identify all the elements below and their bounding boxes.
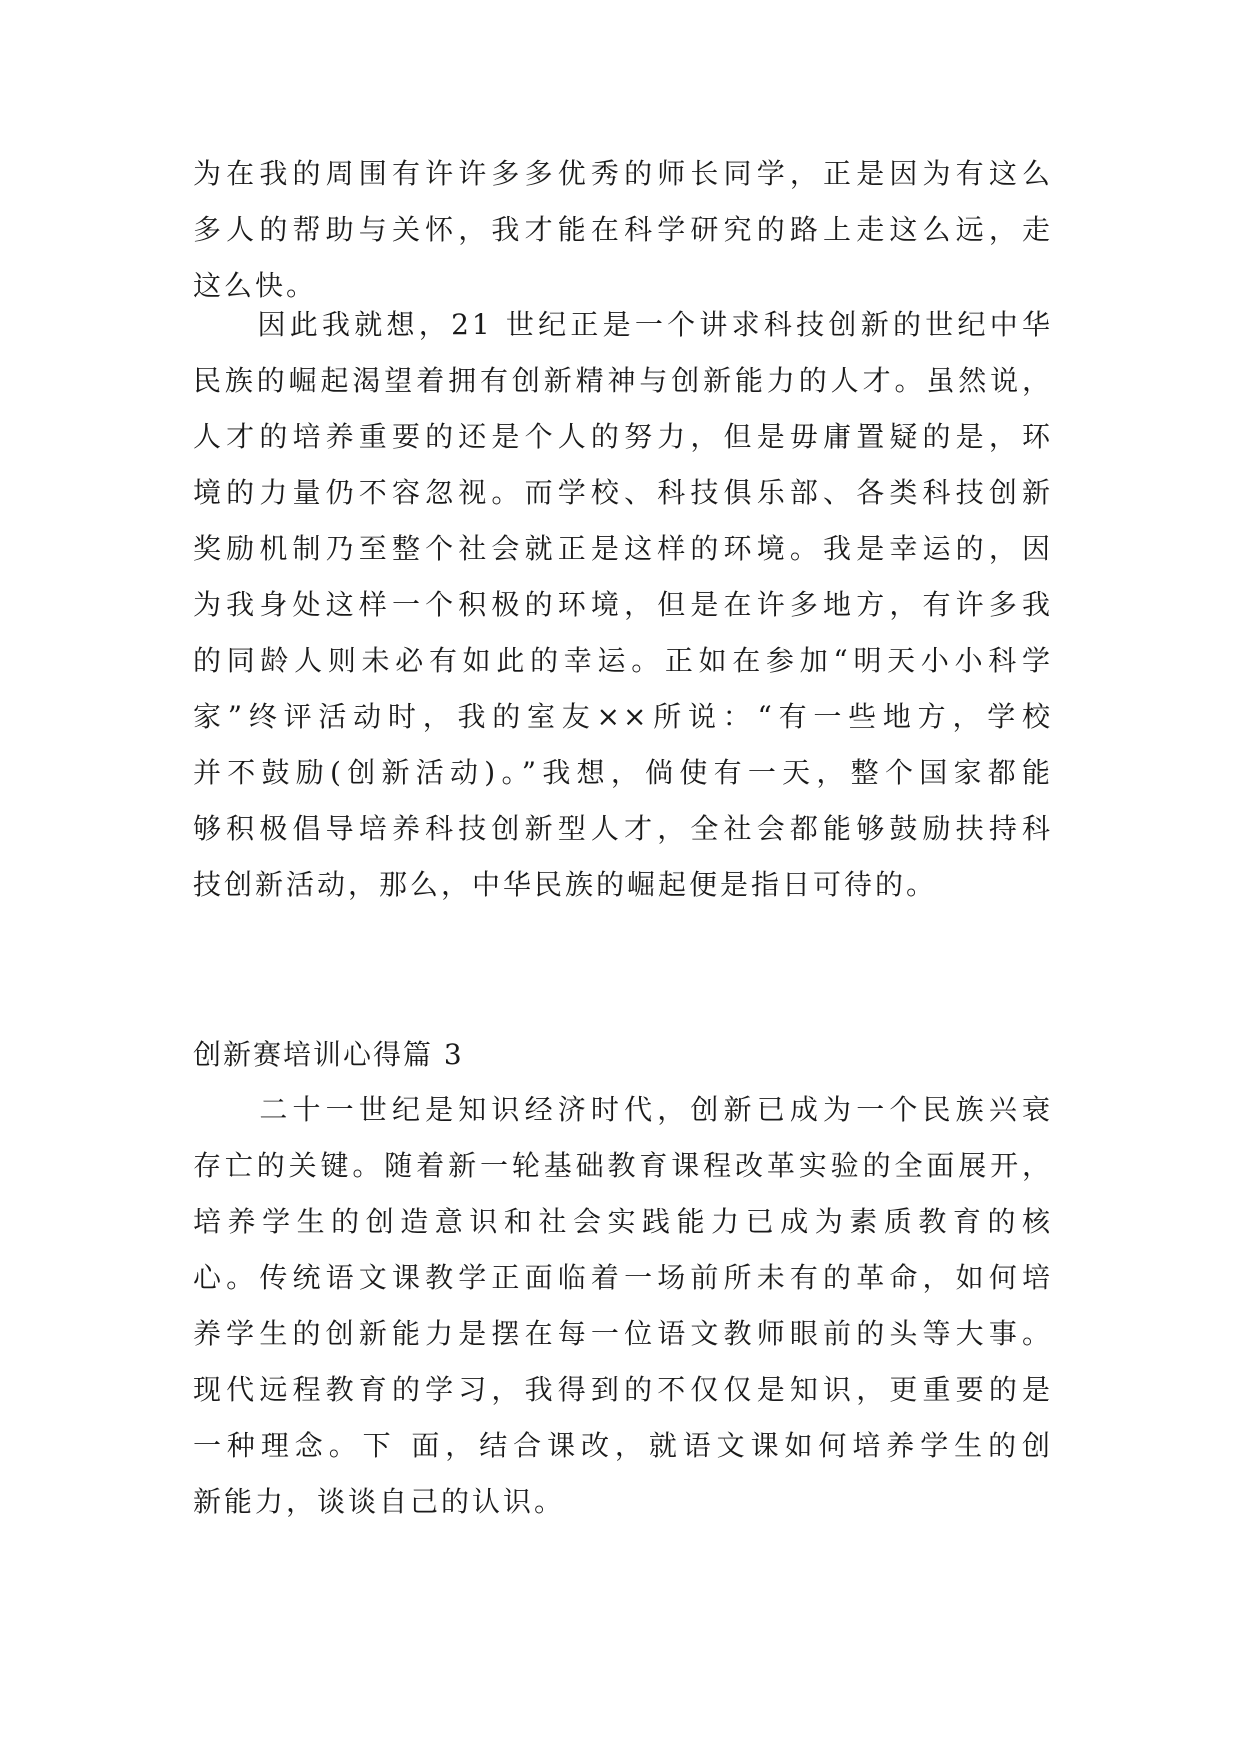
text-line: 并不鼓励(创新活动)。”我想，倘使有一天，整个国家都能 [193,756,1053,789]
text-line: 技创新活动，那么，中华民族的崛起便是指日可待的。 [193,868,938,901]
text-line: 现代远程教育的学习，我得到的不仅仅是知识，更重要的是 [193,1373,1053,1406]
text-line: 人才的培养重要的还是个人的努力，但是毋庸置疑的是，环 [193,420,1053,453]
section-heading: 创新赛培训心得篇 3 [193,1038,464,1071]
text-line: 存亡的关键。随着新一轮基础教育课程改革实验的全面展开， [193,1149,1053,1182]
text-line: 的同龄人则未必有如此的幸运。正如在参加“明天小小科学 [193,644,1053,677]
text-line: 二十一世纪是知识经济时代，创新已成为一个民族兴衰 [193,1093,1053,1126]
text-line: 养学生的创新能力是摆在每一位语文教师眼前的头等大事。 [193,1317,1053,1350]
text-line: 够积极倡导培养科技创新型人才，全社会都能够鼓励扶持科 [193,812,1053,845]
paragraph-3 [193,1082,1053,1530]
paragraph-continuation [193,146,1053,314]
text-line: 这么快。 [193,269,318,302]
text-line: 家”终评活动时，我的室友××所说：“有一些地方，学校 [193,700,1053,733]
text-line: 培养学生的创造意识和社会实践能力已成为素质教育的核 [193,1205,1053,1238]
text-line: 为在我的周围有许许多多优秀的师长同学，正是因为有这么 [193,157,1053,190]
text-line: 心。传统语文课教学正面临着一场前所未有的革命，如何培 [193,1261,1053,1294]
text-line: 新能力，谈谈自己的认识。 [193,1485,566,1518]
text-line: 境的力量仍不容忽视。而学校、科技俱乐部、各类科技创新 [193,476,1053,509]
text-line: 奖励机制乃至整个社会就正是这样的环境。我是幸运的，因 [193,532,1053,565]
text-line: 因此我就想，21 世纪正是一个讲求科技创新的世纪中华 [193,308,1053,341]
paragraph-2 [193,297,1053,913]
text-line: 为我身处这样一个积极的环境，但是在许多地方，有许多我 [193,588,1053,621]
text-line: 一种理念。下 面，结合课改，就语文课如何培养学生的创 [193,1429,1053,1462]
text-line: 民族的崛起渴望着拥有创新精神与创新能力的人才。虽然说， [193,364,1053,397]
text-line: 多人的帮助与关怀，我才能在科学研究的路上走这么远，走 [193,213,1053,246]
